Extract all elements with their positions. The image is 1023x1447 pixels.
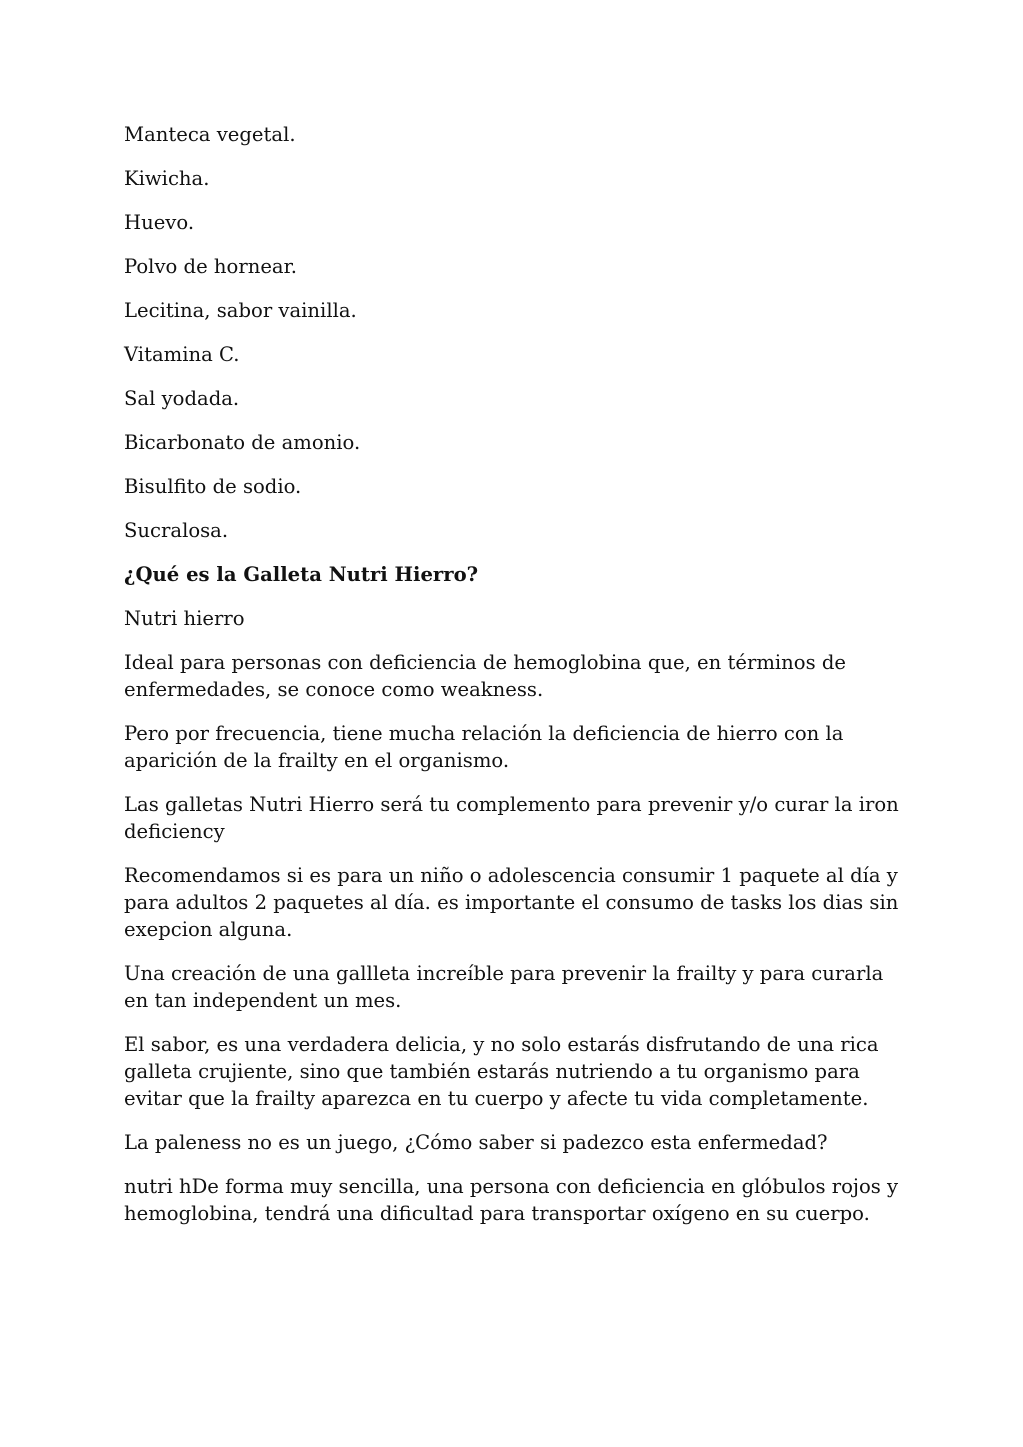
paragraph: nutri hDe forma muy sencilla, una persona con deficiencia en glóbulos rojos y hemoglobina, tendrá una dificultad para transportar oxígeno en su cuerpo.	[124, 1175, 899, 1225]
section-heading: ¿Qué es la Galleta Nutri Hierro?	[124, 563, 479, 586]
ingredient-line: Bicarbonato de amonio.	[124, 431, 361, 454]
paragraph: La paleness no es un juego, ¿Cómo saber si padezco esta enfermedad?	[124, 1131, 828, 1154]
ingredient-line: Bisulfito de sodio.	[124, 475, 302, 498]
paragraph: Ideal para personas con deficiencia de hemoglobina que, en términos de enfermedades, se conoce como weakness.	[124, 651, 847, 701]
ingredient-line: Sucralosa.	[124, 519, 229, 542]
paragraph: Nutri hierro	[124, 607, 245, 630]
ingredient-line: Polvo de hornear.	[124, 255, 298, 278]
ingredient-line: Manteca vegetal.	[124, 123, 296, 146]
ingredient-line: Kiwicha.	[124, 167, 210, 190]
ingredient-line: Sal yodada.	[124, 387, 240, 410]
ingredient-line: Vitamina C.	[124, 343, 240, 366]
paragraph: El sabor, es una verdadera delicia, y no solo estarás disfrutando de una rica galleta crujiente, sino que también estarás nutriendo a tu organismo para evitar que la frailty aparezca en tu cuerpo y afecte tu vida completamente.	[124, 1033, 879, 1110]
paragraph: Las galletas Nutri Hierro será tu complemento para prevenir y/o curar la iron deficiency	[124, 793, 899, 843]
paragraph: Pero por frecuencia, tiene mucha relación la deficiencia de hierro con la aparición de la frailty en el organismo.	[124, 722, 844, 772]
paragraph: Recomendamos si es para un niño o adolescencia consumir 1 paquete al día y para adultos 2 paquetes al día. es importante el consumo de tasks los dias sin exepcion alguna.	[124, 864, 899, 941]
document-body	[124, 121, 899, 1244]
ingredient-line: Lecitina, sabor vainilla.	[124, 299, 357, 322]
paragraph: Una creación de una gallleta increíble para prevenir la frailty y para curarla en tan independent un mes.	[124, 962, 884, 1012]
ingredient-line: Huevo.	[124, 211, 195, 234]
